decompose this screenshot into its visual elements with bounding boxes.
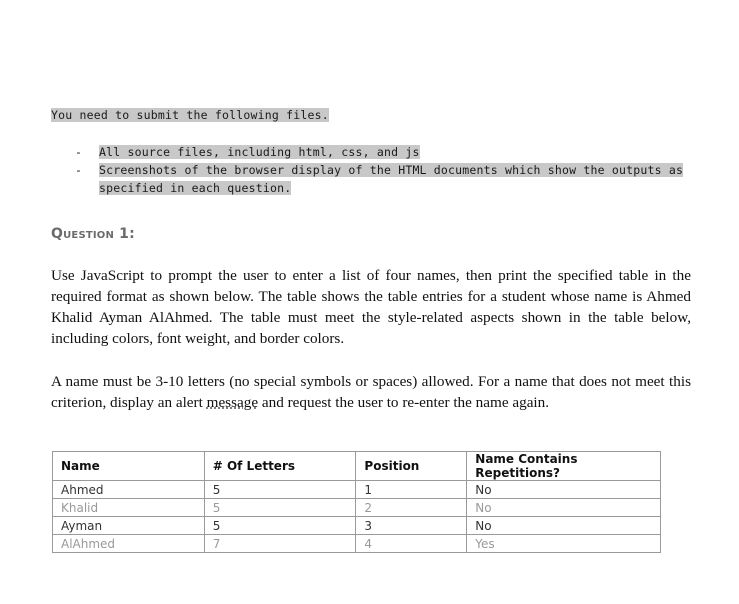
names-table: [52, 451, 661, 553]
rule-text-end: and request the user to re-enter the name again.: [258, 394, 550, 411]
bullet-dash: -: [75, 145, 83, 159]
table-row: [53, 535, 661, 553]
table-header-row: [53, 452, 661, 481]
cell-position: 4: [356, 535, 467, 553]
rule-text-start: A name must be 3-10 letters (no special symbols or spaces) allowed. For a name that does not meet this criterion, display an alert: [51, 373, 691, 411]
list-item-text: Screenshots of the browser display of the HTML documents which show the outputs as specified in each question.: [99, 163, 684, 195]
list-item: [75, 143, 695, 161]
cell-name: Ayman: [53, 517, 205, 535]
cell-name: Ahmed: [53, 481, 205, 499]
name-rule-paragraph: [51, 371, 691, 413]
table-row: [53, 517, 661, 535]
list-item-text: All source files, including html, css, and js: [99, 145, 420, 159]
header-name: Name: [53, 452, 205, 481]
submission-file-list: [75, 143, 695, 197]
header-repetitions: Name Contains Repetitions?: [467, 452, 661, 481]
cell-repetitions: No: [467, 481, 661, 499]
header-position: Position: [356, 452, 467, 481]
cell-repetitions: Yes: [467, 535, 661, 553]
intro-text: You need to submit the following files.: [51, 108, 329, 122]
submission-intro: [51, 107, 329, 123]
cell-repetitions: No: [467, 499, 661, 517]
list-item: [75, 161, 695, 197]
cell-position: 3: [356, 517, 467, 535]
cell-name: AlAhmed: [53, 535, 205, 553]
bullet-dash: -: [75, 163, 83, 177]
cell-position: 2: [356, 499, 467, 517]
cell-letter-count: 5: [204, 499, 356, 517]
cell-letter-count: 5: [204, 517, 356, 535]
cell-position: 1: [356, 481, 467, 499]
spellcheck-flagged-word: message: [206, 394, 259, 411]
question-description: Use JavaScript to prompt the user to enter a list of four names, then print the specified table in the required format as shown below. The table shows the table entries for a student whose name is Ahmed Khalid Ayman AlAhmed. The table must meet the style-related aspects shown in the table below, including colors, font weight, and border colors.: [51, 267, 691, 347]
question-heading: Question 1:: [51, 226, 135, 242]
cell-letter-count: 7: [204, 535, 356, 553]
header-letter-count: # Of Letters: [204, 452, 356, 481]
cell-repetitions: No: [467, 517, 661, 535]
cell-letter-count: 5: [204, 481, 356, 499]
table-row: [53, 481, 661, 499]
table-row: [53, 499, 661, 517]
cell-name: Khalid: [53, 499, 205, 517]
